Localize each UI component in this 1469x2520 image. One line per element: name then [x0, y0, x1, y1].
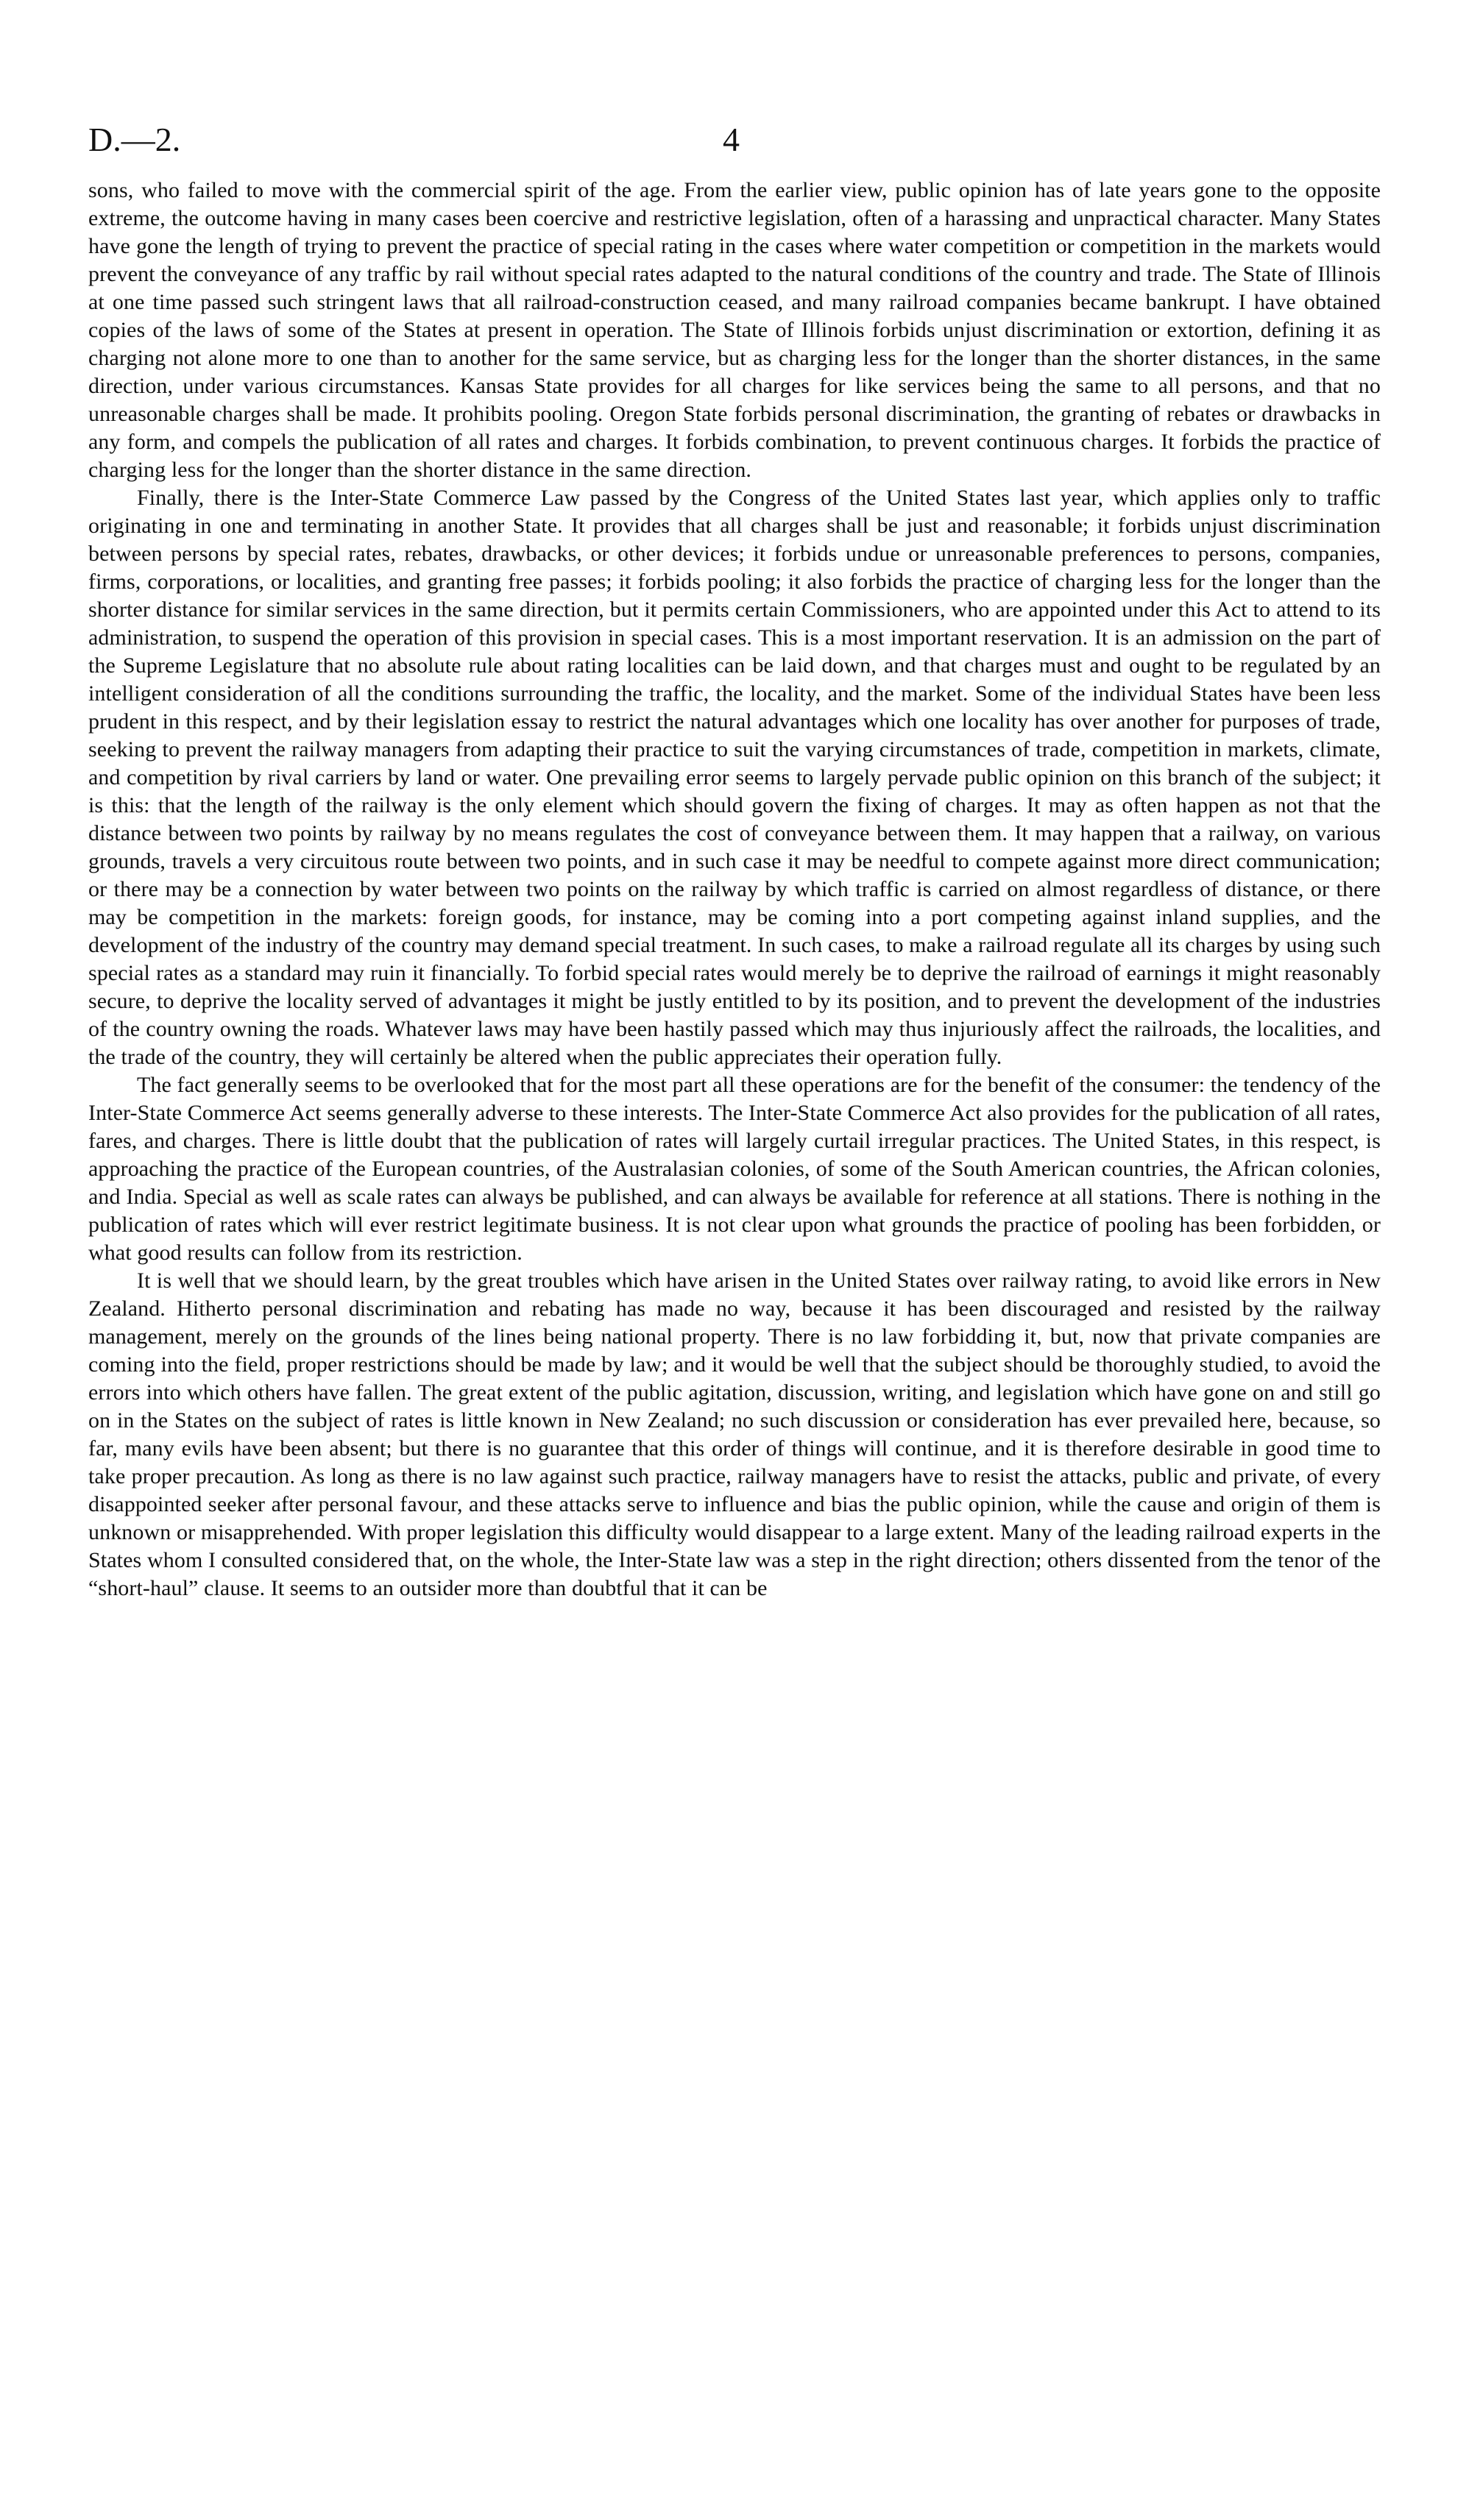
document-reference: D.—2. [88, 121, 181, 158]
paragraph-continued: sons, who failed to move with the commercial spirit of the age. From the earlier view, public opinion has of late years gone to the opposite extreme, the outcome having in many cases been coercive and restrictive legislation, often of a harassing and unpractical character. Many States have gone the length of trying to prevent the practice of special rating in the cases where water competition or competition in the markets would prevent the conveyance of any traffic by rail without special rates adapted to the natural conditions of the country and trade. The State of Illinois at one time passed such stringent laws that all railroad-construction ceased, and many railroad companies became bankrupt. I have obtained copies of the laws of some of the States at present in operation. The State of Illinois forbids unjust discrimination or extortion, defining it as charging not alone more to one than to another for the same service, but as charging less for the longer than the shorter distances, in the same direction, under various circumstances. Kansas State provides for all charges for like services being the same to all persons, and that no unreasonable charges shall be made. It prohibits pooling. Oregon State forbids personal discrimination, the granting of rebates or drawbacks in any form, and compels the publication of all rates and charges. It forbids combination, to prevent continuous charges. It forbids the practice of charging less for the longer than the shorter distance in the same direction. [88, 178, 1381, 482]
document-page [88, 110, 1381, 1602]
page-number: 4 [723, 121, 740, 158]
paragraph-inter-state-law: Finally, there is the Inter-State Commerce Law passed by the Congress of the United States last year, which applies only to traffic originating in one and terminating in another State. It provides that all charges shall be just and reasonable; it forbids unjust discrimination between persons by special rates, rebates, drawbacks, or other devices; it forbids undue or unreasonable preferences to persons, companies, firms, corporations, or localities, and granting free passes; it forbids pooling; it also forbids the practice of charging less for the longer than the shorter distance for similar services in the same direction, but it permits certain Commissioners, who are appointed under this Act to attend to its administration, to suspend the operation of this provision in special cases. This is a most important reservation. It is an admission on the part of the Supreme Legislature that no absolute rule about rating localities can be laid down, and that charges must and ought to be regulated by an intelligent consideration of all the conditions surrounding the traffic, the locality, and the market. Some of the individual States have been less prudent in this respect, and by their legislation essay to restrict the natural advantages which one locality has over another for purposes of trade, seeking to prevent the railway managers from adapting their practice to suit the varying circumstances of trade, competition in markets, climate, and competition by rival carriers by land or water. One prevailing error seems to largely pervade public opinion on this branch of the subject; it is this: that the length of the railway is the only element which should govern the fixing of charges. It may as often happen as not that the distance between two points by railway by no means regulates the cost of conveyance between them. It may happen that a railway, on various grounds, travels a very circuitous route between two points, and in such case it may be needful to compete against more direct communication; or there may be a connection by water between two points on the railway by which traffic is carried on almost regardless of distance, or there may be competition in the markets: foreign goods, for instance, may be coming into a port competing against inland supplies, and the development of the industry of the country may demand special treatment. In such cases, to make a railroad regulate all its charges by using such special rates as a standard may ruin it financially. To forbid special rates would merely be to deprive the railroad of earnings it might reasonably secure, to deprive the locality served of advantages it might be justly entitled to by its position, and to prevent the development of the industries of the country owning the roads. Whatever laws may have been hastily passed which may thus injuriously affect the railroads, the localities, and the trade of the country, they will certainly be altered when the public appreciates their operation fully. [88, 486, 1381, 1069]
page-header [88, 110, 1381, 177]
body-text [88, 177, 1381, 1602]
paragraph-consumer-benefit: The fact generally seems to be overlooked that for the most part all these operations are for the benefit of the consumer: the tendency of the Inter-State Commerce Act seems generally adverse to these interests. The Inter-State Commerce Act also provides for the publication of all rates, fares, and charges. There is little doubt that the publication of rates will largely curtail irregular practices. The United States, in this respect, is approaching the practice of the European countries, of the Australasian colonies, of some of the South American countries, the African colonies, and India. Special as well as scale rates can always be published, and can always be available for reference at all stations. There is nothing in the publication of rates which will ever restrict legitimate business. It is not clear upon what grounds the practice of pooling has been forbidden, or what good results can follow from its restriction. [88, 1073, 1381, 1265]
paragraph-new-zealand-lessons: It is well that we should learn, by the great troubles which have arisen in the United States over railway rating, to avoid like errors in New Zealand. Hitherto personal discrimination and rebating has made no way, because it has been discouraged and resisted by the railway management, merely on the grounds of the lines being national property. There is no law forbidding it, but, now that private companies are coming into the field, proper restrictions should be made by law; and it would be well that the subject should be thoroughly studied, to avoid the errors into which others have fallen. The great extent of the public agitation, discussion, writing, and legislation which have gone on and still go on in the States on the subject of rates is little known in New Zealand; no such discussion or consideration has ever prevailed here, because, so far, many evils have been absent; but there is no guarantee that this order of things will continue, and it is therefore desirable in good time to take proper precaution. As long as there is no law against such practice, railway managers have to resist the attacks, public and private, of every disappointed seeker after personal favour, and these attacks serve to influence and bias the public opinion, while the cause and origin of them is unknown or misapprehended. With proper legislation this difficulty would disappear to a large extent. Many of the leading railroad experts in the States whom I consulted considered that, on the whole, the Inter-State law was a step in the right direction; others dissented from the tenor of the “short-haul” clause. It seems to an outsider more than doubtful that it can be [88, 1268, 1381, 1600]
